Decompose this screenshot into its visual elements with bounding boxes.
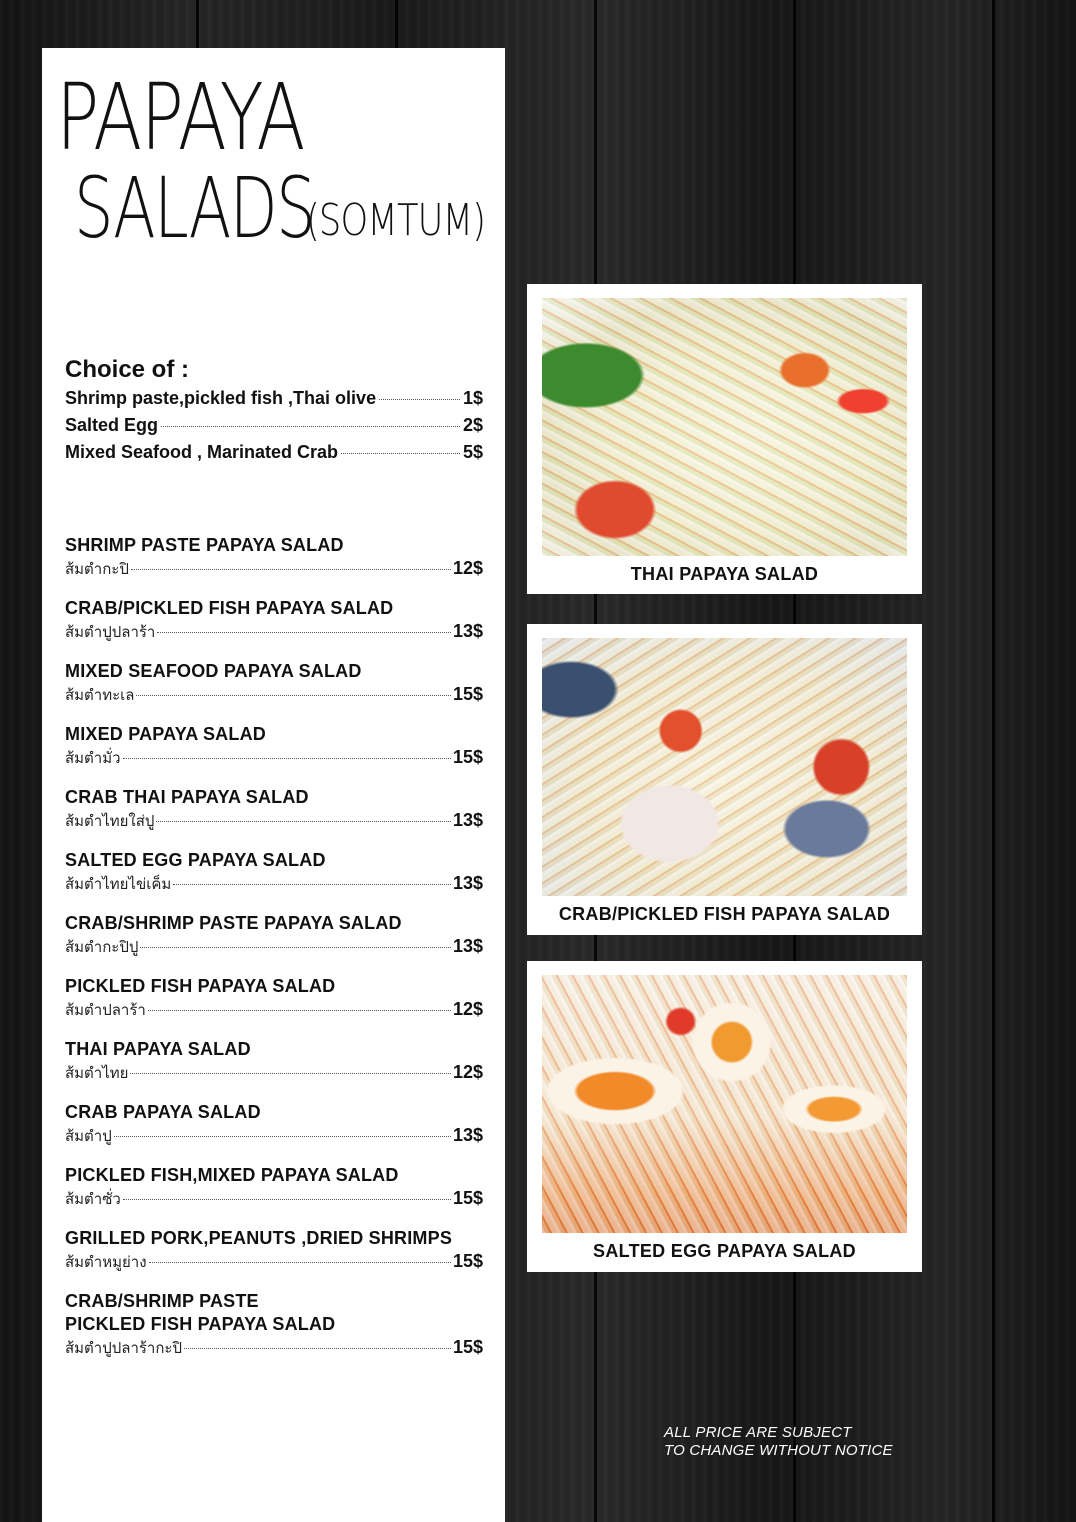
menu-item-thai: ส้มตำมั่ว [65,749,121,767]
menu-item-name: GRILLED PORK,PEANUTS ,DRIED SHRIMPS [65,1228,453,1248]
menu-item-detail [65,746,483,769]
choice-option [65,388,483,415]
leader-dots [123,758,451,759]
menu-item-detail [65,557,483,580]
leader-dots [136,695,450,696]
menu-item-thai: ส้มตำปูปลาร้ากะปิ [65,1339,183,1357]
choice-option [65,415,483,442]
choice-option-label: Salted Egg [65,415,159,435]
choice-option-label: Shrimp paste,pickled fish ,Thai olive [65,388,377,408]
menu-item-price: 15$ [452,1188,483,1208]
leader-dots [379,399,460,400]
leader-dots [131,569,451,570]
leader-dots [130,1073,451,1074]
menu-item [65,534,483,580]
menu-item [65,1164,483,1210]
menu-item-name: CRAB/SHRIMP PASTE PAPAYA SALAD [65,913,402,933]
menu-item-thai: ส้มตำกะปิปู [65,938,139,956]
menu-item-thai: ส้มตำกะปิ [65,560,129,578]
thai-papaya-salad-photo [542,298,907,556]
menu-item-price: 13$ [452,621,483,641]
menu-item-name-line2: PICKLED FISH PAPAYA SALAD [65,1314,336,1334]
menu-item-price: 15$ [452,747,483,767]
menu-item-thai: ส้มตำหมูย่าง [65,1253,147,1271]
price-notice-line1: ALL PRICE ARE SUBJECT [664,1424,852,1441]
menu-item-price: 12$ [452,1062,483,1082]
menu-item-detail [65,620,483,643]
menu-item-name: CRAB THAI PAPAYA SALAD [65,787,309,807]
menu-item-name: THAI PAPAYA SALAD [65,1039,251,1059]
menu-item-name: SALTED EGG PAPAYA SALAD [65,850,326,870]
menu-item-price: 12$ [452,999,483,1019]
menu-item-name: CRAB/PICKLED FISH PAPAYA SALAD [65,598,394,618]
menu-item-price: 13$ [452,936,483,956]
title-line-salads [56,159,530,257]
menu-item-name: MIXED SEAFOOD PAPAYA SALAD [65,661,362,681]
leader-dots [156,821,451,822]
menu-panel [42,48,505,1522]
menu-item-name: PICKLED FISH,MIXED PAPAYA SALAD [65,1165,399,1185]
menu-item-price: 15$ [452,1251,483,1271]
menu-item-price: 13$ [452,1125,483,1145]
photo-caption: THAI PAPAYA SALAD [630,564,819,584]
leader-dots [173,884,451,885]
menu-item-price: 15$ [452,1337,483,1357]
menu-item-thai: ส้มตำซั่ว [65,1190,121,1208]
leader-dots [184,1348,451,1349]
page-title [56,64,530,257]
menu-item-name: MIXED PAPAYA SALAD [65,724,266,744]
menu-item-detail [65,1336,483,1359]
choice-option-price: 1$ [462,388,483,408]
menu-item [65,1038,483,1084]
menu-item-name: CRAB PAPAYA SALAD [65,1102,261,1122]
title-somtum: (SOMTUM) [306,195,486,246]
menu-item-price: 13$ [452,873,483,893]
menu-item [65,786,483,832]
menu-item-detail [65,1061,483,1084]
menu-item-thai: ส้มตำทะเล [65,686,135,704]
menu-item-price: 12$ [452,558,483,578]
leader-dots [140,947,451,948]
choice-heading: Choice of : [65,356,189,383]
menu-item-detail [65,1250,483,1273]
menu-item [65,1290,483,1359]
leader-dots [341,453,460,454]
photo-card-thai-papaya [527,284,922,594]
leader-dots [114,1136,451,1137]
menu-item-thai: ส้มตำปลาร้า [65,1001,146,1019]
menu-item-detail [65,872,483,895]
menu-item-detail [65,1124,483,1147]
photo-caption: CRAB/PICKLED FISH PAPAYA SALAD [558,904,891,924]
choice-option-label: Mixed Seafood , Marinated Crab [65,442,339,462]
leader-dots [148,1010,451,1011]
menu-item-thai: ส้มตำปู [65,1127,112,1145]
menu-list [65,534,483,1376]
title-line-papaya: PAPAYA [56,64,304,171]
crab-pickled-fish-salad-photo [542,638,907,896]
menu-item [65,660,483,706]
menu-item-detail [65,683,483,706]
menu-item-detail [65,809,483,832]
salted-egg-salad-photo [542,975,907,1233]
menu-item [65,597,483,643]
menu-item-price: 15$ [452,684,483,704]
menu-item [65,723,483,769]
photo-caption: SALTED EGG PAPAYA SALAD [593,1241,856,1261]
menu-item-price: 13$ [452,810,483,830]
price-notice-line2: TO CHANGE WITHOUT NOTICE [664,1442,893,1459]
menu-item [65,975,483,1021]
menu-item-detail [65,998,483,1021]
choice-section [65,356,483,469]
leader-dots [123,1199,451,1200]
menu-item [65,912,483,958]
photo-card-crab-pickled-fish [527,624,922,935]
menu-item-detail [65,935,483,958]
menu-item-name: SHRIMP PASTE PAPAYA SALAD [65,535,344,555]
choice-option-price: 5$ [462,442,483,462]
menu-item-detail [65,1187,483,1210]
choice-option-price: 2$ [462,415,483,435]
menu-item [65,1101,483,1147]
photo-card-salted-egg [527,961,922,1272]
menu-item-thai: ส้มตำปูปลาร้า [65,623,156,641]
title-salads: SALADS [74,159,315,257]
menu-item-name: CRAB/SHRIMP PASTE [65,1291,259,1311]
menu-item-thai: ส้มตำไทย [65,1064,129,1082]
leader-dots [161,426,460,427]
menu-item-thai: ส้มตำไทยใส่ปู [65,812,155,830]
menu-item-name: PICKLED FISH PAPAYA SALAD [65,976,336,996]
menu-item [65,849,483,895]
leader-dots [149,1262,451,1263]
menu-item-thai: ส้มตำไทยไข่เค็ม [65,875,172,893]
menu-item [65,1227,483,1273]
leader-dots [157,632,451,633]
price-notice [664,1424,893,1460]
choice-option [65,442,483,469]
